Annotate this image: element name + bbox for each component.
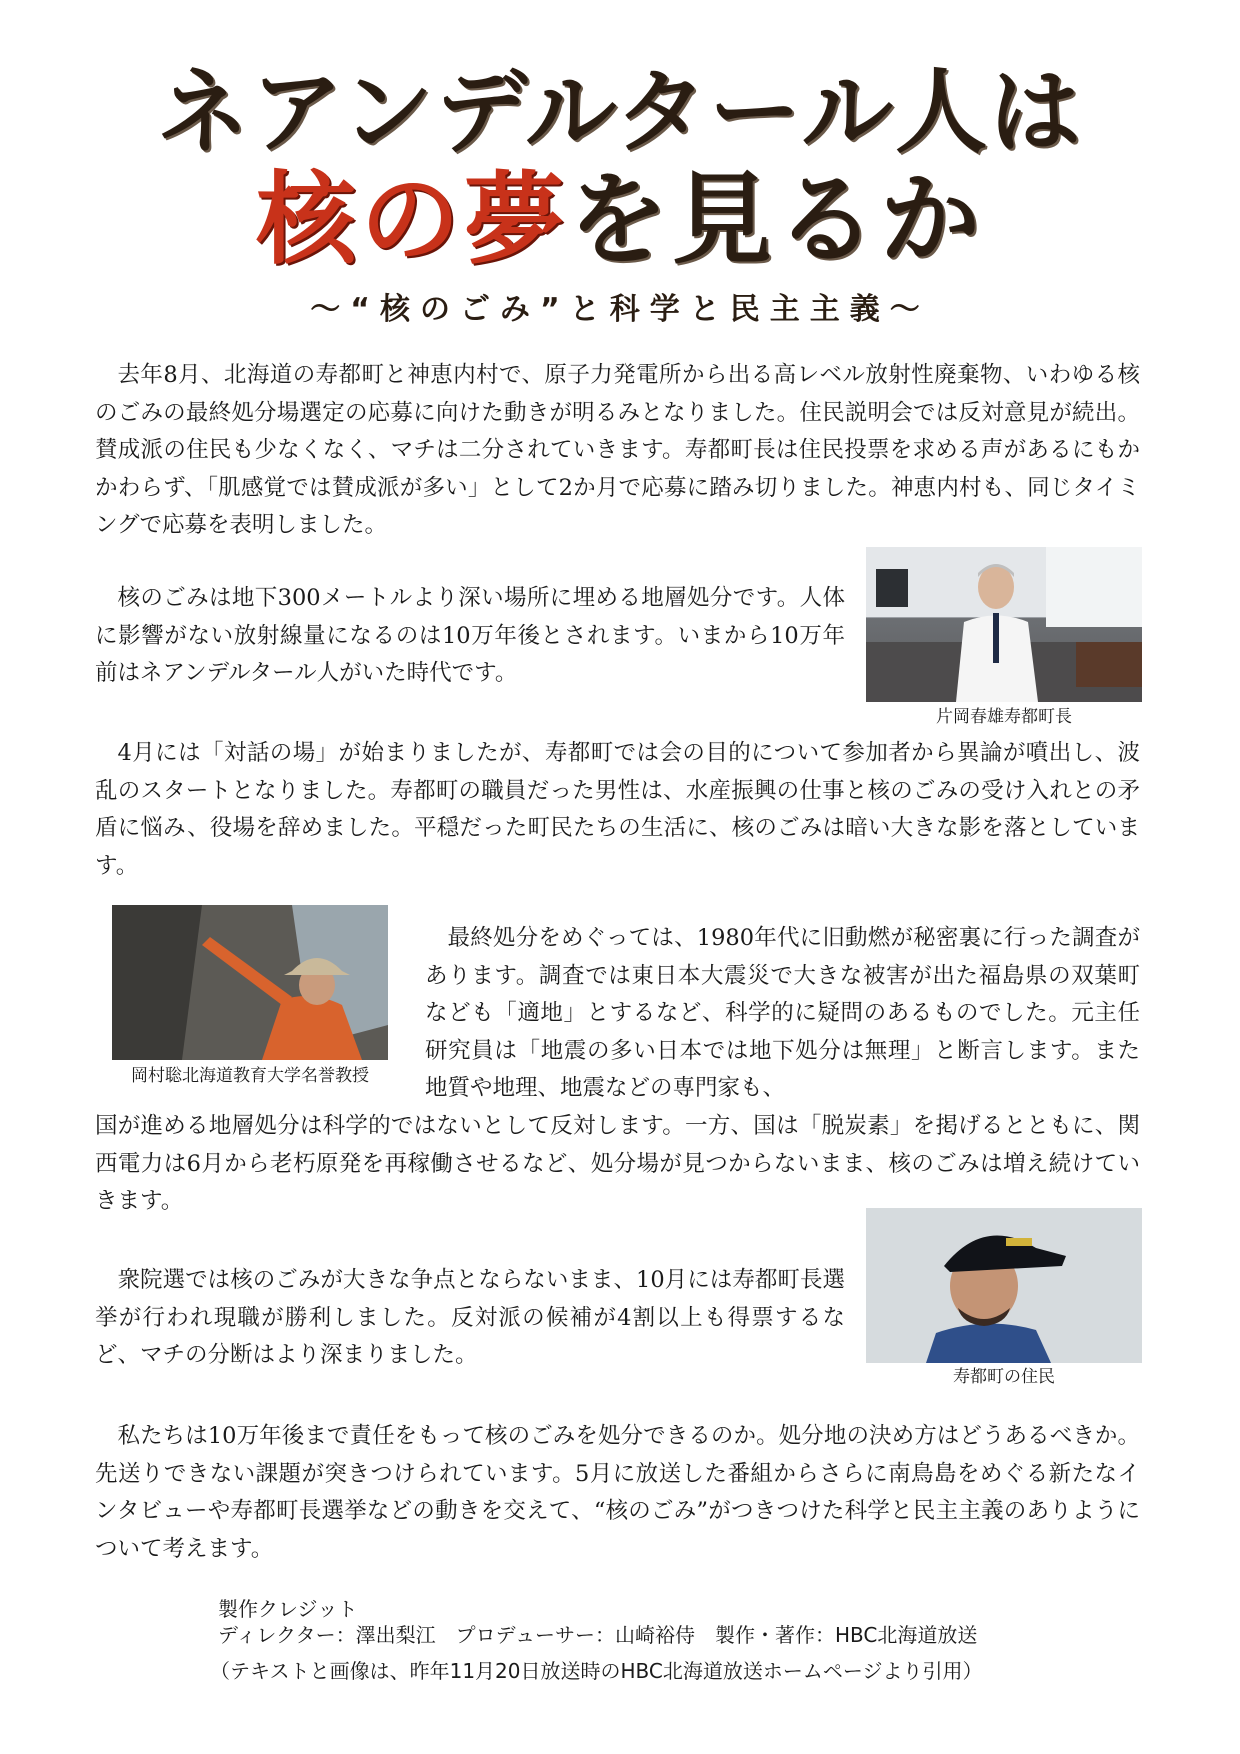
caption-mayor: 片岡春雄寿都町長 <box>936 707 1072 727</box>
paragraph-2: 核のごみは地下300メートルより深い場所に埋める地層処分です。人体に影響がない放射線量になるのは10万年後とされます。いまから10万年前はネアンデルタール人がいた時代です。 <box>95 585 845 686</box>
title-rest: を見るか <box>568 161 984 278</box>
title-highlight: 核の夢 <box>256 161 568 278</box>
photo-mayor <box>866 547 1142 702</box>
caption-professor: 岡村聡北海道教育大学名誉教授 <box>131 1066 369 1086</box>
subtitle: ～“核のごみ”と科学と民主主義～ <box>310 292 930 327</box>
photo-professor-illustration <box>112 905 388 1060</box>
paragraph-5: 衆院選では核のごみが大きな争点とならないまま、10月には寿都町長選挙が行われ現職が勝利しました。反対派の候補が4割以上も得票するなど、マチの分断はより深まりました。 <box>95 1267 845 1368</box>
paragraph-3: 4月には「対話の場」が始まりましたが、寿都町では会の目的について参加者から異論が噴出し、波乱のスタートとなりました。寿都町の職員だった男性は、水産振興の仕事と核のごみの受け入れとの矛盾に悩み、役場を辞めました。平穏だった町民たちの生活に、核のごみは暗い大きな影を落としています。 <box>95 740 1140 879</box>
paragraph-6: 私たちは10万年後まで責任をもって核のごみを処分できるのか。処分地の決め方はどうあるべきか。先送りできない課題が突きつけられています。5月に放送した番組からさらに南鳥島をめぐる新たなインタビューや寿都町長選挙などの動きを交えて、“核のごみ”がつきつけた科学と民主主義のありようについて考えます。 <box>95 1423 1140 1562</box>
photo-resident-illustration <box>866 1208 1142 1363</box>
photo-professor <box>112 905 388 1060</box>
paragraph-1: 去年8月、北海道の寿都町と神恵内村で、原子力発電所から出る高レベル放射性廃棄物、いわゆる核のごみの最終処分場選定の応募に向けた動きが明るみとなりました。住民説明会では反対意見が続出。賛成派の住民も少なくなく、マチは二分されていきます。寿都町長は住民投票を求める声があるにもかかわらず、「肌感覚では賛成派が多い」として2か月で応募に踏み切りました。神恵内村も、同じタイミングで応募を表明しました。 <box>95 362 1140 538</box>
source-note: （テキストと画像は、昨年11月20日放送時のHBC北海道放送ホームページより引用） <box>210 1659 983 1683</box>
credits-heading: 製作クレジット <box>218 1597 358 1621</box>
photo-resident <box>866 1208 1142 1363</box>
caption-resident: 寿都町の住民 <box>953 1367 1055 1387</box>
paragraph-4-part-2: 国が進める地層処分は科学的ではないとして反対します。一方、国は「脱炭素」を掲げるとともに、関西電力は6月から老朽原発を再稼働させるなど、処分場が見つからないまま、核のごみは増え続けていきます。 <box>95 1113 1140 1214</box>
credits <box>218 1596 977 1648</box>
credits-staff: ディレクター：澤出梨江 プロデューサー：山崎裕侍 製作・著作：HBC北海道放送 <box>218 1623 978 1647</box>
title-line-2 <box>0 160 1240 280</box>
paragraph-4-part-1: 最終処分をめぐっては、1980年代に旧動燃が秘密裏に行った調査があります。調査では東日本大震災で大きな被害が出た福島県の双葉町なども「適地」とするなど、科学的に疑問のあるものでした。元主任研究員は「地震の多い日本では地下処分は無理」と断言します。また地質や地理、地震などの専門家も、 <box>425 925 1140 1101</box>
photo-mayor-illustration <box>866 547 1142 702</box>
title-line-1: ネアンデルタール人は <box>156 59 1084 166</box>
